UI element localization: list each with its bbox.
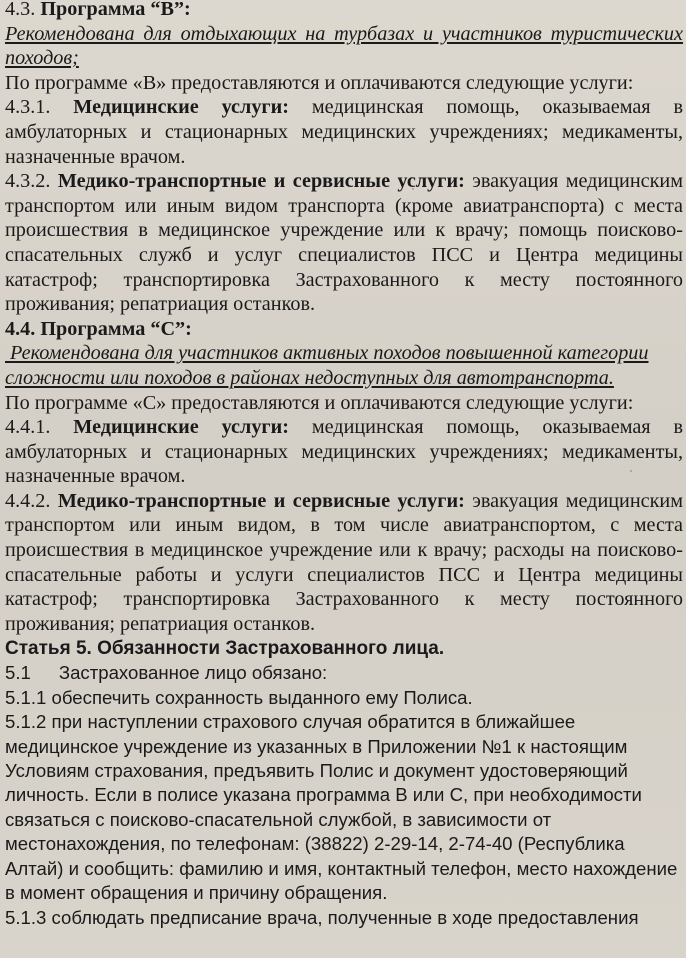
article-clause: 5.1 Застрахованное лицо обязано:	[5, 662, 328, 684]
section-title: Программа “В”:	[40, 0, 191, 20]
article-body	[5, 661, 683, 929]
article-clause: 5.1.1 обеспечить сохранность выданного ему Полиса.	[5, 686, 473, 708]
clause	[5, 415, 683, 489]
clause-text: эвакуация медицинским транспортом или иным видом транспорта (кроме авиатранспорта) с места происшествия в медицинское учреждение или к врачу; помощь поисково-спасательных служб и услуг специалистов ПСС и Центра медицины катастроф; транспортировка Застрахованного к месту постоянного проживания; репатриация останков.	[5, 170, 684, 316]
clause	[5, 169, 683, 317]
clause-number: 4.3.2.	[5, 170, 51, 193]
section-subtitle: Рекомендована для отдыхающих на турбазах и участников туристических походов;	[5, 22, 683, 70]
section-title: Программа “С”:	[40, 317, 192, 340]
clause-number: 4.4.2.	[5, 489, 51, 512]
clause-heading: Медицинские услуги:	[73, 96, 289, 119]
section-number: 4.4.	[5, 317, 36, 340]
clause-text: медицинская помощь, оказываемая в амбулаторных и стационарных медицинских учреждениях; медикаменты, назначенные врачом.	[5, 416, 683, 488]
section-4-4	[5, 317, 683, 637]
clause-number: 4.4.1.	[5, 416, 51, 439]
clause-heading: Медико-транспортные и сервисные услуги:	[57, 489, 465, 512]
clause-heading: Медицинские услуги:	[73, 416, 289, 439]
scan-speck	[560, 912, 563, 915]
clause	[5, 95, 683, 169]
clause-heading: Медико-транспортные и сервисные услуги:	[57, 170, 465, 193]
clause-text: эвакуация медицинским транспортом или иным видом, в том числе авиатранспортом, с места происшествия в медицинское учреждение или к врачу; расходы на поисково-спасательные работы и услуги специалистов ПСС и Центра медицины катастроф; транспортировка Застрахованного к месту постоянного проживания; репатриация останков.	[5, 489, 684, 635]
section-intro: По программе «С» предоставляются и оплачиваются следующие услуги:	[5, 391, 634, 414]
article-5	[5, 636, 683, 929]
scan-speck	[412, 188, 414, 190]
section-subtitle: Рекомендована для участников активных походов повышенной категории сложности или походов в районах недоступных для автотранспорта.	[5, 342, 649, 389]
scan-speck	[630, 470, 632, 472]
article-clause: 5.1.3 соблюдать предписание врача, полученные в ходе предоставления	[5, 906, 639, 928]
article-clause: 5.1.2 при наступлении страхового случая обратится в ближайшее медицинское учреждение из указанных в Приложении №1 к настоящим Условиям страхования, предъявить Полис и документ удостоверяющий личность. Если в полисе указана программа В или С, при необходимости связаться с поисково-спасательной службой, в зависимости от местонахождения, по телефонам: (38822) 2-29-14, 2-74-40 (Республика Алтай) и сообщить: фамилию и имя, контактный телефон, место нахождение в момент обращения и причину обращения.	[5, 711, 678, 904]
clause	[5, 489, 683, 637]
section-heading	[5, 0, 683, 22]
document-body	[5, 0, 683, 930]
section-4-3	[5, 0, 683, 317]
section-intro: По программе «В» предоставляются и оплачиваются следующие услуги:	[5, 71, 634, 94]
clause-number: 4.3.1.	[5, 96, 51, 119]
article-title: Статья 5. Обязанности Застрахованного лица.	[5, 638, 445, 660]
clause-text: медицинская помощь, оказываемая в амбулаторных и стационарных медицинских учреждениях; медикаменты, назначенные врачом.	[5, 96, 683, 168]
section-heading	[5, 317, 683, 342]
section-number: 4.3.	[5, 0, 36, 20]
